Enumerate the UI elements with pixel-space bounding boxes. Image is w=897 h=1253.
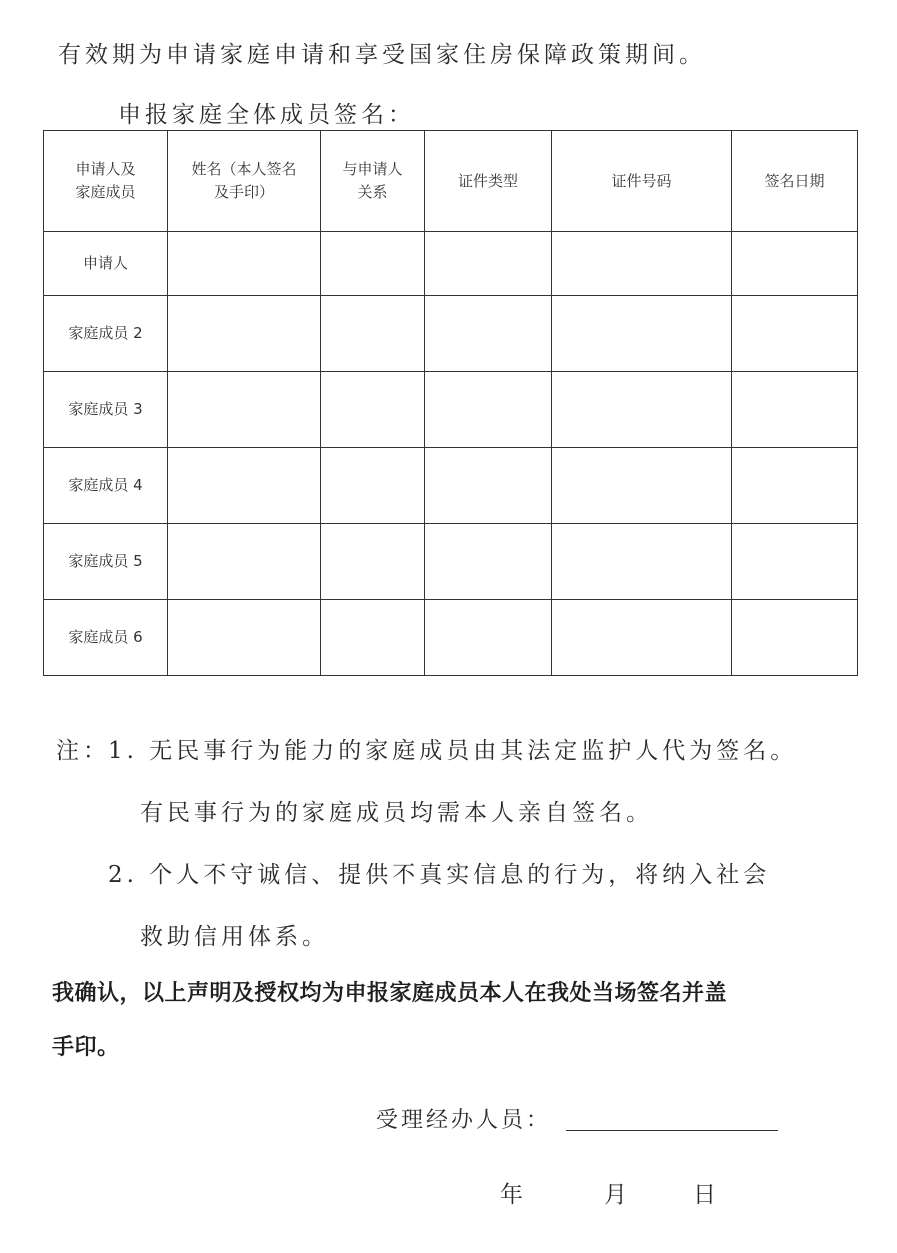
table-row [44,296,858,372]
sign-date-cell[interactable] [732,232,858,296]
relation-cell[interactable] [321,232,425,296]
id-type-cell[interactable] [425,524,552,600]
row-label: 家庭成员 5 [44,524,168,600]
id-number-cell[interactable] [552,448,732,524]
confirmation-line-2: 手印。 [52,1034,120,1060]
note-label: 注： [56,738,110,764]
id-number-cell[interactable] [552,524,732,600]
relation-cell[interactable] [321,448,425,524]
row-label: 家庭成员 3 [44,372,168,448]
sign-date-cell[interactable] [732,448,858,524]
id-type-cell[interactable] [425,372,552,448]
table-row [44,372,858,448]
row-label: 家庭成员 6 [44,600,168,676]
name-signature-cell[interactable] [168,232,321,296]
header-sign-date: 签名日期 [732,131,858,232]
header-member: 申请人及 家庭成员 [44,131,168,232]
id-number-cell[interactable] [552,600,732,676]
date-month-label: 月 [604,1182,627,1208]
row-label: 申请人 [44,232,168,296]
relation-cell[interactable] [321,372,425,448]
relation-cell[interactable] [321,296,425,372]
handler-signature-line[interactable] [566,1130,778,1131]
id-number-cell[interactable] [552,372,732,448]
signature-heading: 申报家庭全体成员签名： [118,102,415,128]
id-type-cell[interactable] [425,296,552,372]
row-label: 家庭成员 4 [44,448,168,524]
table-header-row [44,131,858,232]
id-type-cell[interactable] [425,448,552,524]
relation-cell[interactable] [321,524,425,600]
relation-cell[interactable] [321,600,425,676]
name-signature-cell[interactable] [168,524,321,600]
intro-text: 有效期为申请家庭申请和享受国家住房保障政策期间。 [58,42,706,68]
note-1-line-2: 有民事行为的家庭成员均需本人亲自签名。 [140,800,653,826]
table-row [44,232,858,296]
sign-date-cell[interactable] [732,372,858,448]
header-name-signature: 姓名（本人签名 及手印） [168,131,321,232]
id-number-cell[interactable] [552,232,732,296]
sign-date-cell[interactable] [732,296,858,372]
note-2-line-2: 救助信用体系。 [140,924,329,950]
confirmation-line-1: 我确认，以上声明及授权均为申报家庭成员本人在我处当场签名并盖 [52,980,728,1006]
table-row [44,524,858,600]
note-1-line-1: 1. 无民事行为能力的家庭成员由其法定监护人代为签名。 [108,738,798,764]
name-signature-cell[interactable] [168,372,321,448]
row-label: 家庭成员 2 [44,296,168,372]
table-row [44,600,858,676]
name-signature-cell[interactable] [168,448,321,524]
header-relation: 与申请人 关系 [321,131,425,232]
sign-date-cell[interactable] [732,524,858,600]
handler-label: 受理经办人员： [376,1108,552,1133]
date-day-label: 日 [693,1182,716,1208]
id-type-cell[interactable] [425,232,552,296]
note-2-line-1: 2. 个人不守诚信、提供不真实信息的行为，将纳入社会 [108,862,771,888]
date-year-label: 年 [500,1182,523,1208]
sign-date-cell[interactable] [732,600,858,676]
table-row [44,448,858,524]
name-signature-cell[interactable] [168,600,321,676]
id-type-cell[interactable] [425,600,552,676]
header-id-number: 证件号码 [552,131,732,232]
header-id-type: 证件类型 [425,131,552,232]
member-signature-table [43,130,858,676]
id-number-cell[interactable] [552,296,732,372]
name-signature-cell[interactable] [168,296,321,372]
